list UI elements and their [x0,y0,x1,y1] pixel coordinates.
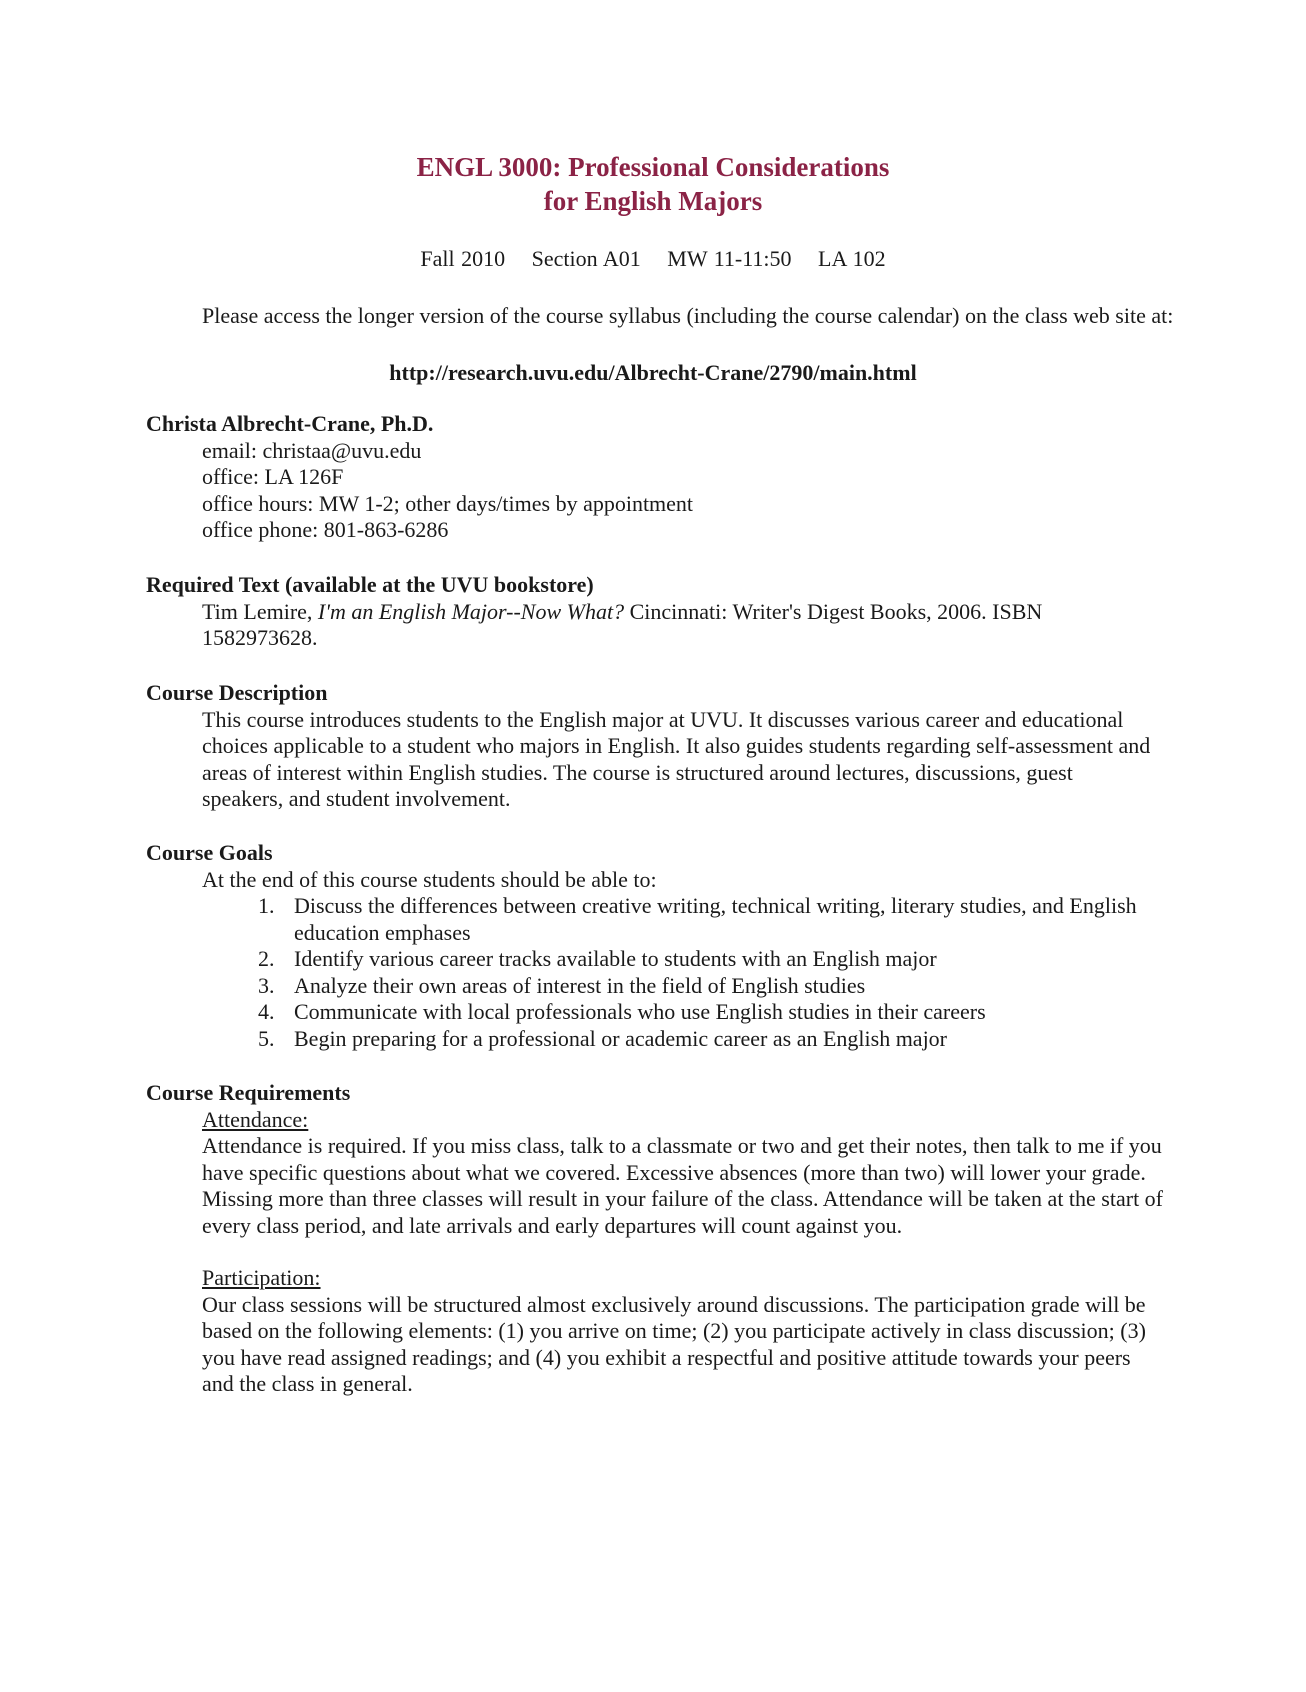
list-item-text: Communicate with local professionals who use English studies in their careers [294,999,986,1024]
list-item [258,893,1186,946]
instructor-email: email: christaa@uvu.edu [202,437,422,463]
participation-heading: Participation: [202,1265,321,1290]
required-text-section [146,572,1186,652]
list-item-number: 5. [258,1025,275,1051]
list-item-number: 1. [258,893,275,918]
goals-intro: At the end of this course students should be able to: [202,866,657,892]
attendance-body: Attendance is required. If you miss class, talk to a classmate or two and get their notes, then talk to me if you have specific questions about what we covered. Excessive absences (more than two) will lower your grade. Missing more than three classes will result in your failure of the class. Attendance will be taken at the start of every class period, and late arrivals and early departures will count against you. [202,1133,1164,1238]
course-website-url: http://research.uvu.edu/Albrecht-Crane/2790/main.html [389,360,917,385]
list-item-number: 4. [258,999,275,1024]
instructor-name: Christa Albrecht-Crane, Ph.D. [146,411,434,436]
course-term: Fall 2010 [420,246,506,271]
instructor-phone: office phone: 801-863-6286 [202,517,449,542]
instructor-hours: office hours: MW 1-2; other days/times by appointment [202,490,694,516]
goals-section [146,840,1186,1052]
list-item-text: Analyze their own areas of interest in the field of English studies [294,972,866,998]
required-text-details: Cincinnati: Writer's Digest Books, 2006. ISBN 1582973628. [202,598,1043,650]
course-section: Section A01 [531,246,641,271]
course-room: LA 102 [818,246,886,271]
course-title [0,150,1306,218]
instructor-office: office: LA 126F [202,464,344,489]
instructor-section [146,411,1186,544]
description-heading: Course Description [146,680,328,705]
list-item-text: Identify various career tracks available to students with an English major [294,946,937,971]
list-item [258,999,1186,1026]
list-item [258,946,1186,973]
list-item-text: Begin preparing for a professional or academic career as an English major [294,1025,948,1051]
goals-list [146,893,1186,1052]
list-item-text: Discuss the differences between creative writing, technical writing, literary studies, and English education emphases [294,893,1137,945]
goals-heading: Course Goals [146,840,273,865]
participation-body: Our class sessions will be structured almost exclusively around discussions. The participation grade will be based on the following elements: (1) you arrive on time; (2) you participate actively in class discussion; (3) you have read assigned readings; and (4) you exhibit a respectful and positive attitude towards your peers and the class in general. [202,1291,1146,1396]
course-schedule: MW 11-11:50 [667,246,792,271]
requirements-section [146,1080,1186,1398]
course-title-line1: ENGL 3000: Professional Considerations [416,152,890,182]
required-text-author: Tim Lemire, [202,598,318,624]
list-item [258,972,1186,1000]
list-item-number: 2. [258,946,275,971]
list-item-number: 3. [258,972,275,998]
attendance-heading: Attendance: [202,1106,309,1132]
description-section [146,680,1186,813]
course-title-line2: for English Majors [543,186,763,216]
course-meta [0,246,1306,273]
list-item [258,1025,1186,1053]
requirements-heading: Course Requirements [146,1080,351,1105]
required-text-heading: Required Text (available at the UVU bookstore) [146,572,594,597]
required-text-citation [146,599,1186,652]
description-body: This course introduces students to the English major at UVU. It discusses various career and educational choices applicable to a student who majors in English. It also guides students regarding self-assessment and areas of interest within English studies. The course is structured around lectures, discussions, guest speakers, and student involvement. [202,706,1151,811]
access-note: Please access the longer version of the course syllabus (including the course calendar) on the class web site at: [202,303,1174,328]
required-text-book-title: I'm an English Major--Now What? [317,598,625,624]
